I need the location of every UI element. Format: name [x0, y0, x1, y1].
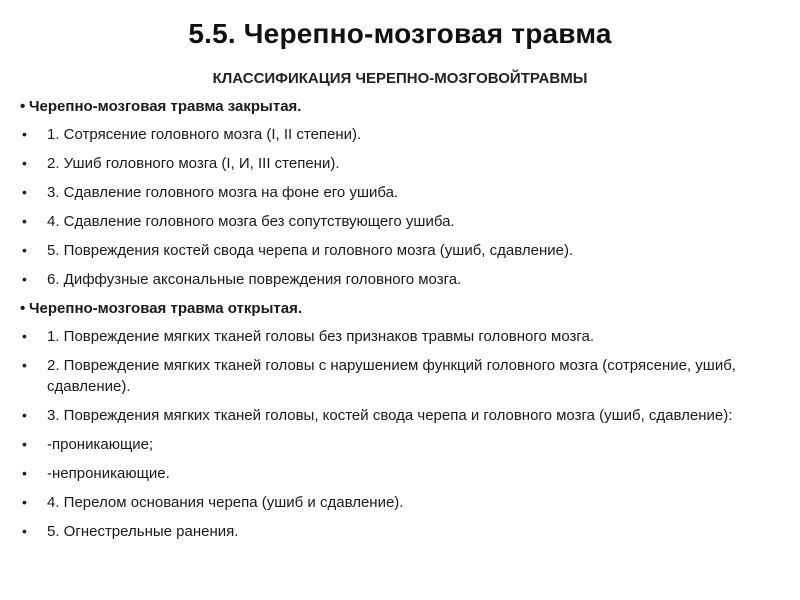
- bullet-icon: •: [22, 494, 27, 510]
- list-item: [20, 182, 790, 203]
- section-closed-heading: [20, 96, 790, 117]
- classification-subtitle: КЛАССИФИКАЦИЯ ЧЕРЕПНО-МОЗГОВОЙТРАВМЫ: [212, 70, 588, 87]
- list-item: [20, 434, 790, 455]
- bullet-icon: •: [22, 242, 27, 258]
- classification-list: [20, 96, 790, 550]
- section-heading-text: Черепно-мозговая травма открытая.: [29, 300, 302, 317]
- list-item: [20, 240, 790, 261]
- list-item: [20, 355, 790, 397]
- list-item-text: 4. Сдавление головного мозга без сопутствующего ушиба.: [47, 213, 455, 230]
- list-item: [20, 211, 790, 232]
- section-heading-text: Черепно-мозговая травма закрытая.: [29, 98, 302, 115]
- list-item-text: 2. Повреждение мягких тканей головы с нарушением функций головного мозга (сотрясение, ушиб, сдавление).: [47, 357, 736, 395]
- bullet-icon: •: [20, 300, 26, 317]
- list-item-text: 2. Ушиб головного мозга (I, И, III степени).: [47, 155, 340, 172]
- bullet-icon: •: [20, 98, 26, 115]
- bullet-icon: •: [22, 436, 27, 452]
- bullet-icon: •: [22, 271, 27, 287]
- list-item-text: 1. Повреждение мягких тканей головы без признаков травмы головного мозга.: [47, 328, 595, 345]
- bullet-icon: •: [22, 155, 27, 171]
- list-item: [20, 405, 790, 426]
- list-item: [20, 153, 790, 174]
- bullet-icon: •: [22, 184, 27, 200]
- list-item: [20, 492, 790, 513]
- list-item: [20, 521, 790, 542]
- list-item-text: 1. Сотрясение головного мозга (I, II степени).: [47, 126, 362, 143]
- list-item-text: -непроникающие.: [47, 465, 170, 482]
- bullet-icon: •: [22, 357, 27, 373]
- list-item: [20, 463, 790, 484]
- bullet-icon: •: [22, 126, 27, 142]
- section-open-heading: [20, 298, 790, 319]
- bullet-icon: •: [22, 407, 27, 423]
- list-item-text: -проникающие;: [47, 436, 154, 453]
- list-item-text: 3. Сдавление головного мозга на фоне его ушиба.: [47, 184, 399, 201]
- bullet-icon: •: [22, 523, 27, 539]
- list-item-text: 3. Повреждения мягких тканей головы, костей свода черепа и головного мозга (ушиб, сдавление):: [47, 407, 733, 424]
- page-title: 5.5. Черепно-мозговая травма: [188, 18, 612, 49]
- list-item-text: 6. Диффузные аксональные повреждения головного мозга.: [47, 271, 462, 288]
- list-item: [20, 124, 790, 145]
- list-item: [20, 326, 790, 347]
- bullet-icon: •: [22, 328, 27, 344]
- list-item-text: 5. Огнестрельные ранения.: [47, 523, 239, 540]
- list-item-text: 4. Перелом основания черепа (ушиб и сдавление).: [47, 494, 404, 511]
- bullet-icon: •: [22, 465, 27, 481]
- list-item-text: 5. Повреждения костей свода черепа и головного мозга (ушиб, сдавление).: [47, 242, 574, 259]
- bullet-icon: •: [22, 213, 27, 229]
- list-item: [20, 269, 790, 290]
